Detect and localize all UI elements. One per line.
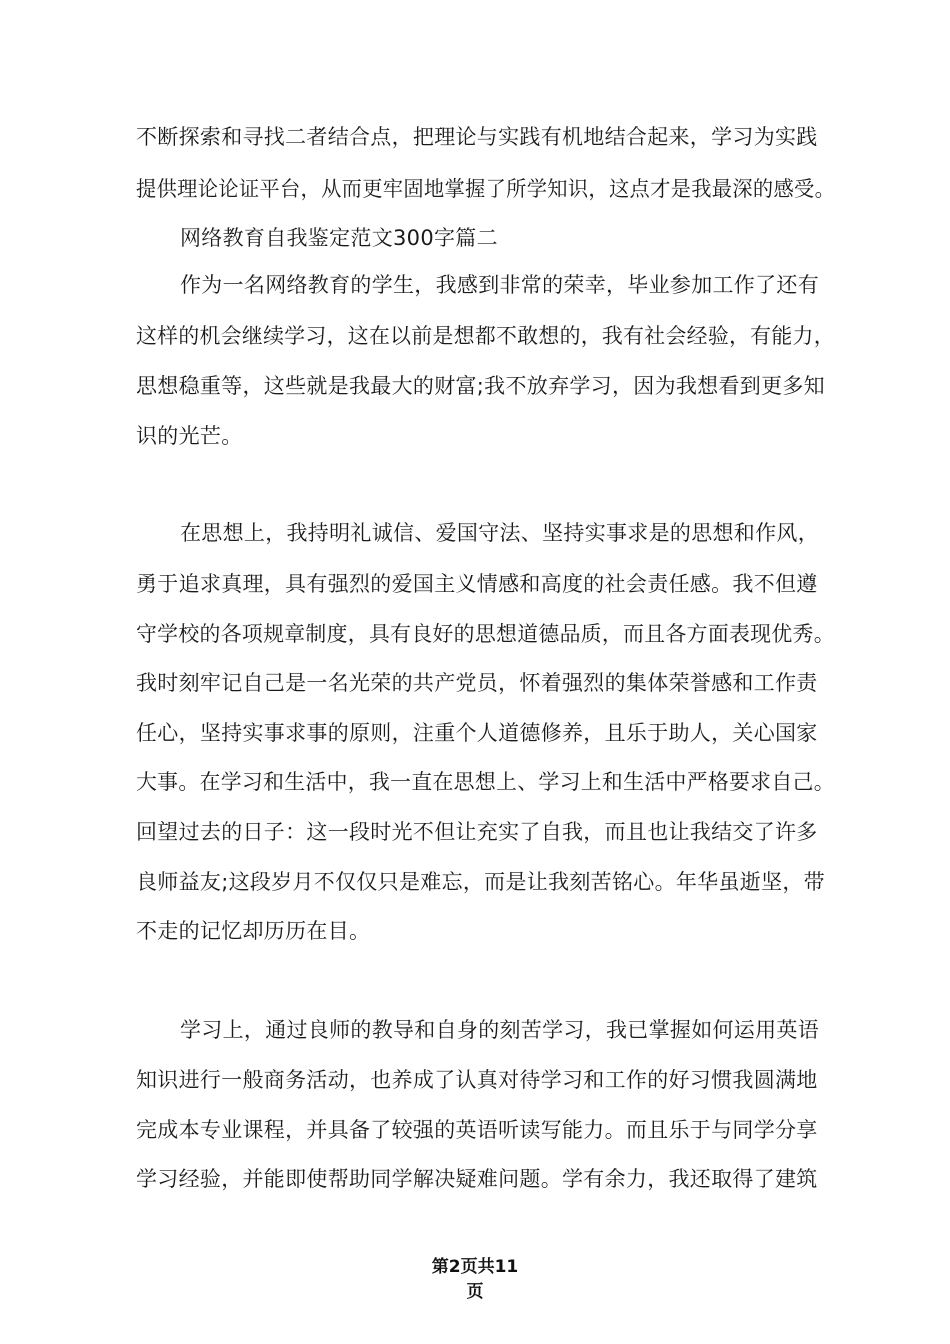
text-line: 学习经验，并能即使帮助同学解决疑难问题。学有余力，我还取得了建筑 xyxy=(136,1167,818,1191)
page-number-line-2: 页 xyxy=(466,1282,484,1302)
text-line: 勇于追求真理，具有强烈的爱国主义情感和高度的社会责任感。我不但遵 xyxy=(136,572,818,596)
text-line: 良师益友;这段岁月不仅仅只是难忘，而是让我刻苦铭心。年华虽逝坚，带 xyxy=(136,870,825,894)
text-line: 完成本专业课程，并具备了较强的英语听读写能力。而且乐于与同学分享 xyxy=(136,1118,818,1142)
text-line: 学习上，通过良师的教导和自身的刻苦学习，我已掌握如何运用英语 xyxy=(180,1018,819,1042)
text-line: 不走的记忆却历历在目。 xyxy=(136,919,371,943)
text-line: 守学校的各项规章制度，具有良好的思想道德品质，而且各方面表现优秀。 xyxy=(136,622,835,646)
text-line: 知识进行一般商务活动，也养成了认真对待学习和工作的好习惯我圆满地 xyxy=(136,1068,818,1092)
text-line: 不断探索和寻找二者结合点，把理论与实践有机地结合起来，学习为实践 xyxy=(136,125,818,149)
text-line: 思想稳重等，这些就是我最大的财富;我不放弃学习，因为我想看到更多知 xyxy=(136,374,825,398)
text-line: 作为一名网络教育的学生，我感到非常的荣幸，毕业参加工作了还有 xyxy=(180,273,819,297)
text-line: 在思想上，我持明礼诚信、爱国守法、坚持实事求是的思想和作风， xyxy=(180,521,819,545)
text-line: 识的光芒。 xyxy=(136,424,243,448)
page-number xyxy=(0,1256,950,1278)
text-line: 我时刻牢记自己是一名光荣的共产党员，怀着强烈的集体荣誉感和工作责 xyxy=(136,671,818,695)
text-line: 大事。在学习和生活中，我一直在思想上、学习上和生活中严格要求自己。 xyxy=(136,770,835,794)
text-line: 这样的机会继续学习，这在以前是想都不敢想的，我有社会经验，有能力， xyxy=(136,324,835,348)
text-line: 提供理论论证平台，从而更牢固地掌握了所学知识，这点才是我最深的感受。 xyxy=(136,177,836,201)
section-heading: 网络教育自我鉴定范文300字篇二 xyxy=(180,226,498,250)
page-number-continued xyxy=(0,1281,950,1303)
text-line: 回望过去的日子：这一段时光不但让充实了自我，而且也让我结交了许多 xyxy=(136,820,818,844)
text-line: 任心，坚持实事求事的原则，注重个人道德修养，且乐于助人，关心国家 xyxy=(136,721,818,745)
page-number-line-1: 第2页共11 xyxy=(431,1257,519,1277)
